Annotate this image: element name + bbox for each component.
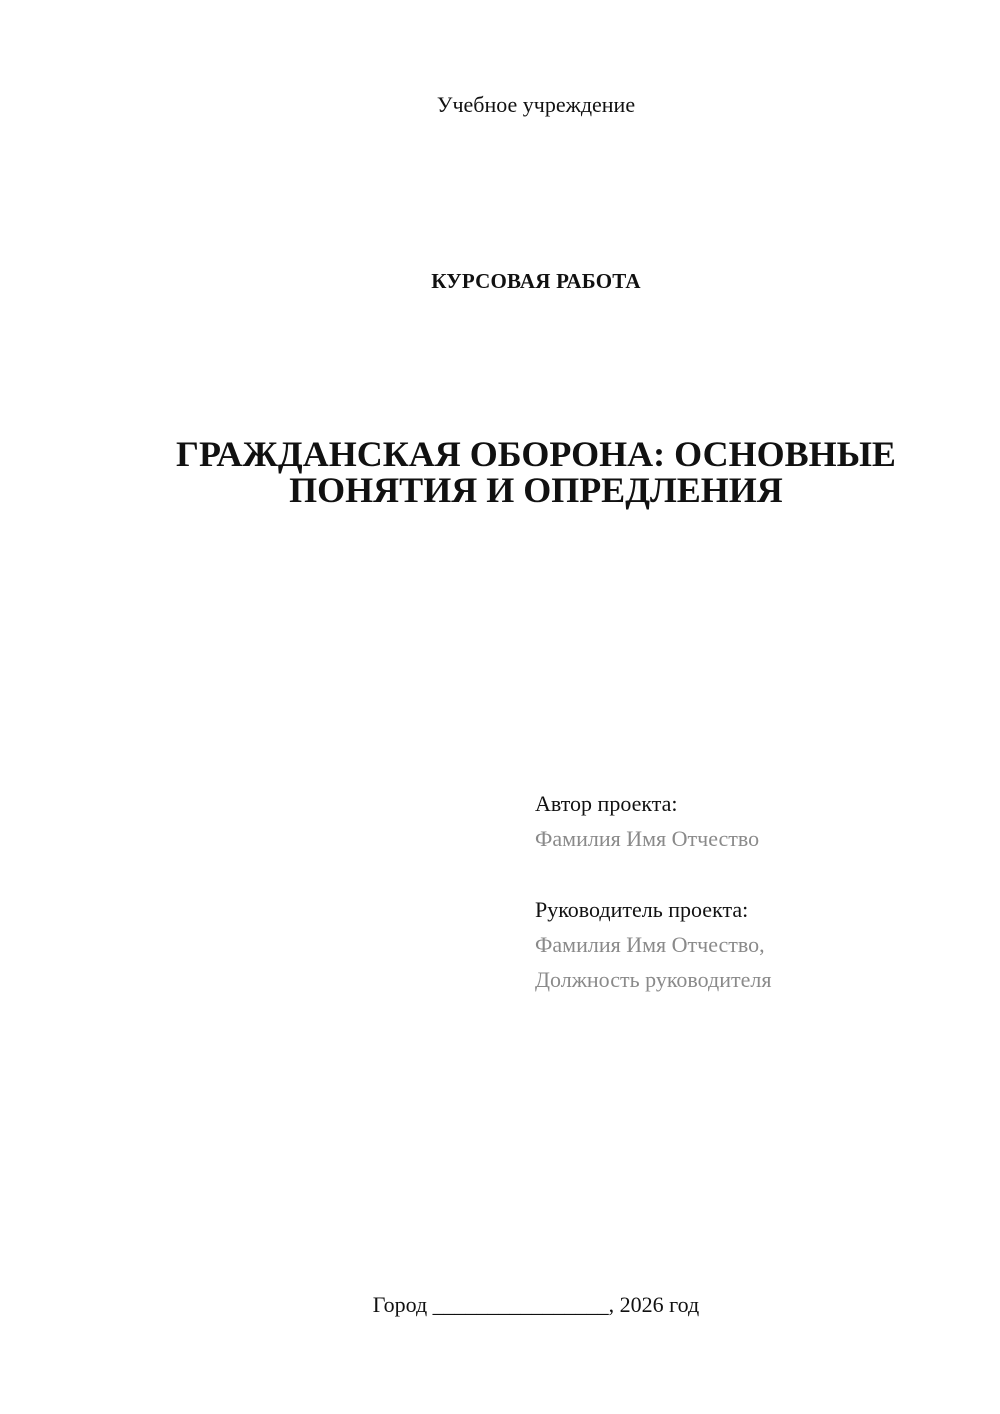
supervisor-position: Должность руководителя <box>535 967 772 992</box>
supervisor-label: Руководитель проекта: <box>535 897 749 922</box>
institution-name: Учебное учреждение <box>436 92 636 117</box>
document-title <box>0 436 1000 508</box>
title-line-1: ГРАЖДАНСКАЯ ОБОРОНА: ОСНОВНЫЕ <box>176 434 896 474</box>
supervisor-name: Фамилия Имя Отчество, <box>535 932 765 957</box>
work-type-heading: КУРСОВАЯ РАБОТА <box>431 269 641 293</box>
city-year-footer: Город ________________, 2026 год <box>372 1292 700 1317</box>
author-name: Фамилия Имя Отчество <box>535 826 760 851</box>
title-line-2: ПОНЯТИЯ И ОПРЕДЛЕНИЯ <box>289 470 783 510</box>
supervisor-block <box>535 892 771 997</box>
author-label: Автор проекта: <box>535 791 678 816</box>
author-block <box>535 786 759 856</box>
